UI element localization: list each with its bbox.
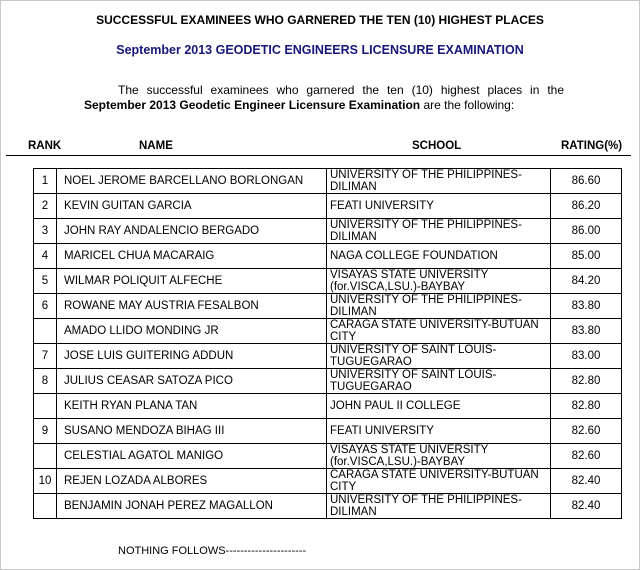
rank-cell (34, 319, 57, 344)
rating-cell: 82.60 (551, 419, 622, 444)
column-header-rating: RATING(%) (561, 140, 623, 152)
table-row (34, 169, 622, 194)
rating-cell: 82.60 (551, 444, 622, 469)
rating-cell: 82.80 (551, 369, 622, 394)
school-cell: UNIVERSITY OF SAINT LOUIS-TUGUEGARAO (327, 344, 551, 369)
intro-paragraph (84, 83, 564, 113)
results-table (33, 168, 622, 519)
rank-cell: 5 (34, 269, 57, 294)
intro-line-2-rest: are the following: (420, 98, 515, 112)
name-cell: WILMAR POLIQUIT ALFECHE (57, 269, 327, 294)
document-subtitle: September 2013 GEODETIC ENGINEERS LICENSURE EXAMINATION (116, 43, 524, 57)
table-row (34, 219, 622, 244)
name-cell: REJEN LOZADA ALBORES (57, 469, 327, 494)
table-row (34, 469, 622, 494)
name-cell: KEVIN GUITAN GARCIA (57, 194, 327, 219)
rating-cell: 86.60 (551, 169, 622, 194)
table-row (34, 419, 622, 444)
table-row (34, 394, 622, 419)
rank-cell: 4 (34, 244, 57, 269)
rating-cell: 85.00 (551, 244, 622, 269)
school-cell: UNIVERSITY OF THE PHILIPPINES-DILIMAN (327, 169, 551, 194)
school-cell: FEATI UNIVERSITY (327, 194, 551, 219)
table-row (34, 319, 622, 344)
rating-cell: 82.80 (551, 394, 622, 419)
name-cell: AMADO LLIDO MONDING JR (57, 319, 327, 344)
rating-cell: 86.00 (551, 219, 622, 244)
rank-cell: 7 (34, 344, 57, 369)
rating-cell: 82.40 (551, 469, 622, 494)
name-cell: NOEL JEROME BARCELLANO BORLONGAN (57, 169, 327, 194)
school-cell: VISAYAS STATE UNIVERSITY (for.VISCA,LSU.)-BAYBAY (327, 444, 551, 469)
exam-name: September 2013 Geodetic Engineer Licensure Examination (84, 98, 421, 112)
table-row (34, 444, 622, 469)
rating-cell: 83.00 (551, 344, 622, 369)
name-cell: SUSANO MENDOZA BIHAG III (57, 419, 327, 444)
rank-cell: 8 (34, 369, 57, 394)
rank-cell (34, 394, 57, 419)
school-cell: UNIVERSITY OF THE PHILIPPINES-DILIMAN (327, 219, 551, 244)
table-row (34, 194, 622, 219)
table-row (34, 494, 622, 519)
school-cell: VISAYAS STATE UNIVERSITY (for.VISCA,LSU.)-BAYBAY (327, 269, 551, 294)
school-cell: CARAGA STATE UNIVERSITY-BUTUAN CITY (327, 319, 551, 344)
name-cell: BENJAMIN JONAH PEREZ MAGALLON (57, 494, 327, 519)
name-cell: ROWANE MAY AUSTRIA FESALBON (57, 294, 327, 319)
rating-cell: 83.80 (551, 294, 622, 319)
rank-cell: 3 (34, 219, 57, 244)
rank-cell: 9 (34, 419, 57, 444)
rank-cell (34, 494, 57, 519)
school-cell: UNIVERSITY OF SAINT LOUIS-TUGUEGARAO (327, 369, 551, 394)
header-divider (6, 155, 631, 156)
school-cell: JOHN PAUL II COLLEGE (327, 394, 551, 419)
name-cell: MARICEL CHUA MACARAIG (57, 244, 327, 269)
rank-cell: 10 (34, 469, 57, 494)
rank-cell: 1 (34, 169, 57, 194)
rank-cell: 6 (34, 294, 57, 319)
school-cell: NAGA COLLEGE FOUNDATION (327, 244, 551, 269)
school-cell: FEATI UNIVERSITY (327, 419, 551, 444)
name-cell: CELESTIAL AGATOL MANIGO (57, 444, 327, 469)
rating-cell: 82.40 (551, 494, 622, 519)
column-header-name: NAME (139, 140, 173, 152)
name-cell: JOSE LUIS GUITERING ADDUN (57, 344, 327, 369)
school-cell: UNIVERSITY OF THE PHILIPPINES-DILIMAN (327, 294, 551, 319)
rating-cell: 86.20 (551, 194, 622, 219)
table-row (34, 369, 622, 394)
intro-line-1: The successful examinees who garnered the ten (10) highest places in the (118, 83, 564, 97)
rank-cell (34, 444, 57, 469)
name-cell: KEITH RYAN PLANA TAN (57, 394, 327, 419)
rating-cell: 83.80 (551, 319, 622, 344)
school-cell: CARAGA STATE UNIVERSITY-BUTUAN CITY (327, 469, 551, 494)
column-header-rank: RANK (28, 140, 62, 152)
document-title: SUCCESSFUL EXAMINEES WHO GARNERED THE TEN (10) HIGHEST PLACES (96, 13, 544, 27)
rank-cell: 2 (34, 194, 57, 219)
name-cell: JOHN RAY ANDALENCIO BERGADO (57, 219, 327, 244)
results-table-body (34, 169, 622, 519)
table-row (34, 344, 622, 369)
table-row (34, 269, 622, 294)
table-row (34, 244, 622, 269)
nothing-follows-note: NOTHING FOLLOWS---------------------- (118, 545, 307, 557)
intro-line-2 (84, 98, 564, 113)
table-row (34, 294, 622, 319)
rating-cell: 84.20 (551, 269, 622, 294)
name-cell: JULIUS CEASAR SATOZA PICO (57, 369, 327, 394)
column-header-school: SCHOOL (412, 140, 462, 152)
school-cell: UNIVERSITY OF THE PHILIPPINES-DILIMAN (327, 494, 551, 519)
